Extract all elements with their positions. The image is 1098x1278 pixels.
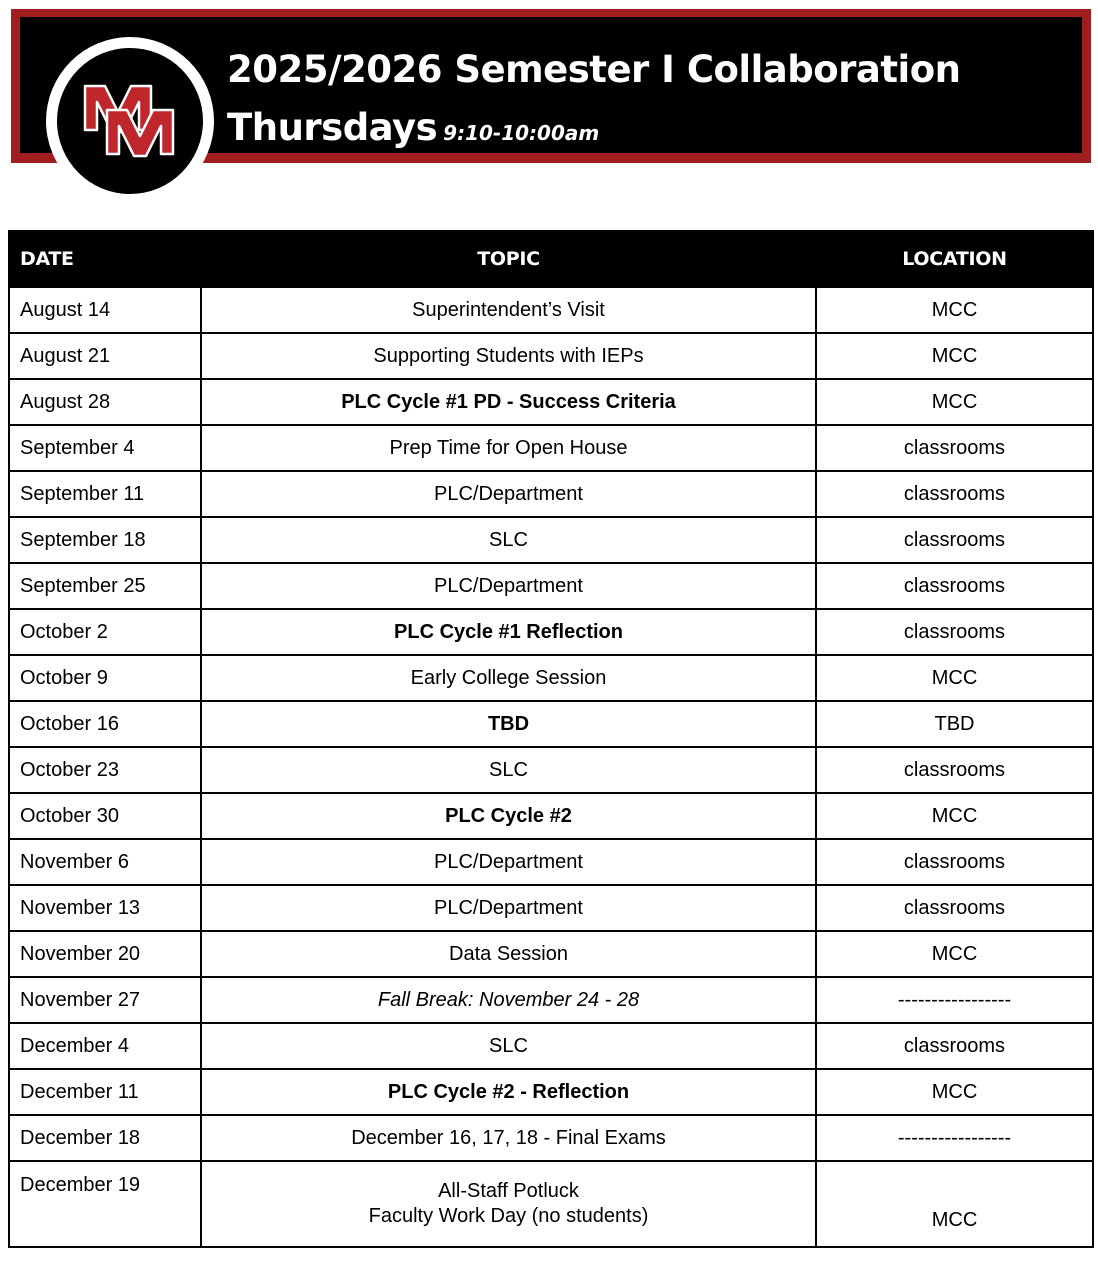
table-header-row (9, 231, 1093, 287)
row-location: classrooms (816, 747, 1093, 793)
row-topic: SLC (201, 1023, 816, 1069)
table-row (9, 701, 1093, 747)
row-location: classrooms (816, 471, 1093, 517)
row-date: October 30 (9, 793, 201, 839)
row-date: October 2 (9, 609, 201, 655)
row-location: MCC (816, 1069, 1093, 1115)
row-location: classrooms (816, 609, 1093, 655)
row-date: November 20 (9, 931, 201, 977)
row-location: classrooms (816, 517, 1093, 563)
row-location: MCC (816, 333, 1093, 379)
row-topic-line-1: All-Staff Potluck (438, 1180, 579, 1202)
row-topic: Prep Time for Open House (201, 425, 816, 471)
table-row (9, 747, 1093, 793)
table-row (9, 655, 1093, 701)
row-topic: PLC/Department (201, 885, 816, 931)
table-row (9, 931, 1093, 977)
table-row (9, 287, 1093, 333)
school-logo (57, 48, 203, 194)
row-date: August 14 (9, 287, 201, 333)
table-row (9, 977, 1093, 1023)
table-row (9, 471, 1093, 517)
row-date: August 21 (9, 333, 201, 379)
page-subtitle (227, 103, 599, 158)
row-topic: PLC Cycle #2 (201, 793, 816, 839)
row-topic: Supporting Students with IEPs (201, 333, 816, 379)
row-topic: SLC (201, 747, 816, 793)
row-date: November 6 (9, 839, 201, 885)
row-topic (201, 1161, 816, 1247)
row-date: December 4 (9, 1023, 201, 1069)
table-row (9, 609, 1093, 655)
row-location: classrooms (816, 885, 1093, 931)
table-row (9, 379, 1093, 425)
mm-monogram-icon (57, 48, 203, 194)
row-location: MCC (816, 931, 1093, 977)
row-location: MCC (816, 287, 1093, 333)
row-location: ----------------- (816, 977, 1093, 1023)
row-date: December 11 (9, 1069, 201, 1115)
row-topic: PLC/Department (201, 471, 816, 517)
row-location: classrooms (816, 425, 1093, 471)
subtitle-time: 9:10-10:00am (443, 121, 600, 145)
row-topic: PLC/Department (201, 839, 816, 885)
row-topic: PLC/Department (201, 563, 816, 609)
row-topic: Fall Break: November 24 - 28 (201, 977, 816, 1023)
table-row (9, 1069, 1093, 1115)
table-row (9, 839, 1093, 885)
row-location: classrooms (816, 1023, 1093, 1069)
row-location: TBD (816, 701, 1093, 747)
row-location: classrooms (816, 563, 1093, 609)
page-title: 2025/2026 Semester I Collaboration (227, 48, 961, 91)
row-topic: December 16, 17, 18 - Final Exams (201, 1115, 816, 1161)
row-topic: Superintendent’s Visit (201, 287, 816, 333)
row-location: classrooms (816, 839, 1093, 885)
row-date: September 18 (9, 517, 201, 563)
table-row (9, 1115, 1093, 1161)
table-row (9, 1023, 1093, 1069)
column-header-date: DATE (9, 231, 201, 287)
row-location: MCC (816, 655, 1093, 701)
table-row (9, 425, 1093, 471)
table-row (9, 885, 1093, 931)
row-topic: TBD (201, 701, 816, 747)
table-row (9, 793, 1093, 839)
schedule-body (9, 287, 1093, 1247)
table-row (9, 333, 1093, 379)
row-topic: SLC (201, 517, 816, 563)
column-header-location: LOCATION (816, 231, 1093, 287)
row-date: December 18 (9, 1115, 201, 1161)
column-header-topic: TOPIC (201, 231, 816, 287)
table-row-last (9, 1161, 1093, 1247)
row-location: MCC (816, 1161, 1093, 1247)
table-row (9, 517, 1093, 563)
row-topic: Early College Session (201, 655, 816, 701)
row-location: MCC (816, 793, 1093, 839)
row-topic: PLC Cycle #2 - Reflection (201, 1069, 816, 1115)
subtitle-day: Thursdays (227, 106, 438, 149)
row-date: November 13 (9, 885, 201, 931)
table-row (9, 563, 1093, 609)
row-location: MCC (816, 379, 1093, 425)
row-date: September 4 (9, 425, 201, 471)
row-date: August 28 (9, 379, 201, 425)
row-date: November 27 (9, 977, 201, 1023)
row-date: September 25 (9, 563, 201, 609)
row-topic-line-2: Faculty Work Day (no students) (368, 1205, 649, 1227)
row-date: December 19 (9, 1161, 201, 1247)
row-location: ----------------- (816, 1115, 1093, 1161)
row-topic: Data Session (201, 931, 816, 977)
schedule-table (8, 230, 1094, 1248)
row-date: October 16 (9, 701, 201, 747)
row-date: October 23 (9, 747, 201, 793)
row-date: October 9 (9, 655, 201, 701)
row-date: September 11 (9, 471, 201, 517)
row-topic: PLC Cycle #1 PD - Success Criteria (201, 379, 816, 425)
row-topic: PLC Cycle #1 Reflection (201, 609, 816, 655)
